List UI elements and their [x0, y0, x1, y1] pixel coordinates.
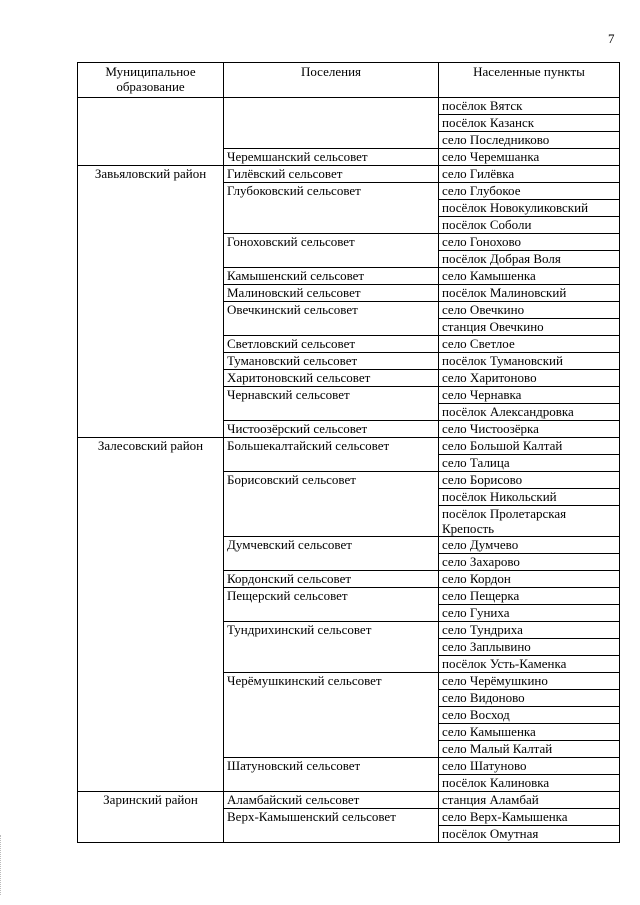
scan-margin-mark — [0, 835, 4, 895]
settlement-cell — [224, 724, 439, 741]
municipality-cell — [78, 656, 224, 673]
locality-cell: посёлок Омутная — [439, 826, 620, 843]
table-row — [78, 438, 620, 455]
table-row — [78, 605, 620, 622]
locality-cell: село Шатуново — [439, 758, 620, 775]
municipality-cell — [78, 741, 224, 758]
locality-cell: посёлок Никольский — [439, 489, 620, 506]
settlement-cell — [224, 115, 439, 132]
table-body — [78, 98, 620, 843]
table-row — [78, 792, 620, 809]
table-row — [78, 285, 620, 302]
municipality-cell — [78, 724, 224, 741]
settlement-cell: Глубоковский сельсовет — [224, 183, 439, 200]
locality-cell: посёлок Калиновка — [439, 775, 620, 792]
settlement-cell — [224, 707, 439, 724]
settlement-cell: Камышенский сельсовет — [224, 268, 439, 285]
settlement-cell — [224, 200, 439, 217]
municipality-cell: Завьяловский район — [78, 166, 224, 183]
locality-cell: посёлок Усть-Каменка — [439, 656, 620, 673]
municipality-cell — [78, 217, 224, 234]
locality-cell: село Заплывино — [439, 639, 620, 656]
table-row — [78, 489, 620, 506]
locality-cell: станция Овечкино — [439, 319, 620, 336]
municipality-cell — [78, 809, 224, 826]
municipality-cell — [78, 353, 224, 370]
settlement-cell: Верх-Камышенский сельсовет — [224, 809, 439, 826]
settlement-cell: Тундрихинский сельсовет — [224, 622, 439, 639]
municipality-cell: Залесовский район — [78, 438, 224, 455]
settlement-cell: Чернавский сельсовет — [224, 387, 439, 404]
municipality-cell — [78, 285, 224, 302]
table-row — [78, 724, 620, 741]
settlement-cell — [224, 98, 439, 115]
locality-cell: село Верх-Камышенка — [439, 809, 620, 826]
settlement-cell: Харитоновский сельсовет — [224, 370, 439, 387]
municipality-cell — [78, 183, 224, 200]
table-row — [78, 387, 620, 404]
page-number: 7 — [608, 31, 615, 46]
settlement-cell — [224, 455, 439, 472]
municipality-cell — [78, 639, 224, 656]
municipality-cell — [78, 605, 224, 622]
locality-cell: посёлок Пролетарская Крепость — [439, 506, 620, 537]
municipality-cell — [78, 319, 224, 336]
settlement-cell — [224, 554, 439, 571]
municipality-cell — [78, 302, 224, 319]
settlement-cell: Тумановский сельсовет — [224, 353, 439, 370]
locality-cell: посёлок Александровка — [439, 404, 620, 421]
municipality-cell — [78, 455, 224, 472]
municipality-cell — [78, 472, 224, 489]
settlement-cell: Шатуновский сельсовет — [224, 758, 439, 775]
settlement-cell: Светловский сельсовет — [224, 336, 439, 353]
table-row — [78, 404, 620, 421]
locality-cell: село Пещерка — [439, 588, 620, 605]
table-row — [78, 353, 620, 370]
locality-cell: село Борисово — [439, 472, 620, 489]
locality-cell: станция Аламбай — [439, 792, 620, 809]
municipality-cell — [78, 588, 224, 605]
table-row — [78, 455, 620, 472]
settlement-cell — [224, 404, 439, 421]
settlement-cell: Пещерский сельсовет — [224, 588, 439, 605]
locality-cell: село Глубокое — [439, 183, 620, 200]
table-header — [78, 63, 620, 98]
table-row — [78, 149, 620, 166]
table-row — [78, 775, 620, 792]
settlement-cell — [224, 690, 439, 707]
table-row — [78, 472, 620, 489]
locality-cell: село Тундриха — [439, 622, 620, 639]
table-row — [78, 673, 620, 690]
header-localities: Населенные пункты — [439, 63, 620, 98]
municipality-cell — [78, 506, 224, 537]
table-row — [78, 758, 620, 775]
locality-cell: село Овечкино — [439, 302, 620, 319]
locality-cell: посёлок Казанск — [439, 115, 620, 132]
locality-cell: посёлок Добрая Воля — [439, 251, 620, 268]
settlement-cell — [224, 741, 439, 758]
locality-cell: посёлок Малиновский — [439, 285, 620, 302]
municipality-cell — [78, 234, 224, 251]
table-row — [78, 690, 620, 707]
table-row — [78, 319, 620, 336]
table-row — [78, 200, 620, 217]
municipality-cell — [78, 268, 224, 285]
locality-cell: посёлок Вятск — [439, 98, 620, 115]
locality-cell: село Светлое — [439, 336, 620, 353]
table-row — [78, 115, 620, 132]
settlement-cell — [224, 251, 439, 268]
locality-cell: село Харитоново — [439, 370, 620, 387]
locality-cell: село Последниково — [439, 132, 620, 149]
settlement-cell: Малиновский сельсовет — [224, 285, 439, 302]
settlement-cell — [224, 639, 439, 656]
table-row — [78, 656, 620, 673]
settlement-cell: Гоноховский сельсовет — [224, 234, 439, 251]
locality-cell: село Гилёвка — [439, 166, 620, 183]
locality-cell: село Восход — [439, 707, 620, 724]
settlement-cell: Гилёвский сельсовет — [224, 166, 439, 183]
municipality-cell — [78, 336, 224, 353]
locality-cell: село Гуниха — [439, 605, 620, 622]
table-row — [78, 183, 620, 200]
municipality-cell — [78, 775, 224, 792]
settlement-cell: Думчевский сельсовет — [224, 537, 439, 554]
table-row — [78, 588, 620, 605]
locality-cell: посёлок Новокуликовский — [439, 200, 620, 217]
locality-cell: село Захарово — [439, 554, 620, 571]
locality-cell: село Черёмушкино — [439, 673, 620, 690]
table-row — [78, 554, 620, 571]
settlement-cell — [224, 826, 439, 843]
locality-cell: село Видоново — [439, 690, 620, 707]
locality-cell: село Камышенка — [439, 268, 620, 285]
table-row — [78, 421, 620, 438]
settlement-cell — [224, 605, 439, 622]
table-row — [78, 336, 620, 353]
municipality-cell — [78, 554, 224, 571]
settlement-cell: Борисовский сельсовет — [224, 472, 439, 489]
table-row — [78, 741, 620, 758]
table-row — [78, 268, 620, 285]
municipality-cell — [78, 421, 224, 438]
settlement-cell — [224, 489, 439, 506]
settlements-table — [77, 62, 620, 843]
locality-cell: село Камышенка — [439, 724, 620, 741]
municipality-cell — [78, 690, 224, 707]
header-settlements: Поселения — [224, 63, 439, 98]
settlement-cell: Аламбайский сельсовет — [224, 792, 439, 809]
table-row — [78, 571, 620, 588]
table-row — [78, 826, 620, 843]
locality-cell: посёлок Тумановский — [439, 353, 620, 370]
municipality-cell — [78, 370, 224, 387]
settlement-cell — [224, 132, 439, 149]
table-header-row — [78, 63, 620, 98]
municipality-cell — [78, 149, 224, 166]
municipality-cell: Заринский район — [78, 792, 224, 809]
header-municipality: Муниципальное образование — [78, 63, 224, 98]
municipality-cell — [78, 826, 224, 843]
locality-cell: село Чернавка — [439, 387, 620, 404]
locality-cell: село Кордон — [439, 571, 620, 588]
municipality-cell — [78, 387, 224, 404]
table-row — [78, 98, 620, 115]
settlement-cell: Чистоозёрский сельсовет — [224, 421, 439, 438]
table-row — [78, 217, 620, 234]
settlement-cell: Черёмушкинский сельсовет — [224, 673, 439, 690]
locality-cell: село Талица — [439, 455, 620, 472]
settlement-cell — [224, 775, 439, 792]
municipality-cell — [78, 622, 224, 639]
table-row — [78, 251, 620, 268]
table-row — [78, 132, 620, 149]
table-row — [78, 234, 620, 251]
settlement-cell: Большекалтайский сельсовет — [224, 438, 439, 455]
municipality-cell — [78, 758, 224, 775]
locality-cell: село Малый Калтай — [439, 741, 620, 758]
settlement-cell — [224, 319, 439, 336]
locality-cell: село Черемшанка — [439, 149, 620, 166]
table-row — [78, 707, 620, 724]
municipality-cell — [78, 537, 224, 554]
locality-cell: село Чистоозёрка — [439, 421, 620, 438]
table-row — [78, 302, 620, 319]
locality-cell: село Большой Калтай — [439, 438, 620, 455]
locality-cell: посёлок Соболи — [439, 217, 620, 234]
municipality-cell — [78, 132, 224, 149]
municipality-cell — [78, 707, 224, 724]
table-row — [78, 639, 620, 656]
table-row — [78, 537, 620, 554]
municipality-cell — [78, 673, 224, 690]
table-row — [78, 809, 620, 826]
settlement-cell — [224, 217, 439, 234]
table-row — [78, 370, 620, 387]
municipality-cell — [78, 200, 224, 217]
municipality-cell — [78, 98, 224, 115]
municipality-cell — [78, 404, 224, 421]
settlement-cell: Овечкинский сельсовет — [224, 302, 439, 319]
settlement-cell: Кордонский сельсовет — [224, 571, 439, 588]
settlement-cell — [224, 656, 439, 673]
table-row — [78, 506, 620, 537]
settlement-cell: Черемшанский сельсовет — [224, 149, 439, 166]
municipality-cell — [78, 571, 224, 588]
locality-cell: село Гонохово — [439, 234, 620, 251]
locality-cell: село Думчево — [439, 537, 620, 554]
settlement-cell — [224, 506, 439, 537]
municipality-cell — [78, 489, 224, 506]
table-row — [78, 166, 620, 183]
municipality-cell — [78, 115, 224, 132]
municipality-cell — [78, 251, 224, 268]
table-row — [78, 622, 620, 639]
